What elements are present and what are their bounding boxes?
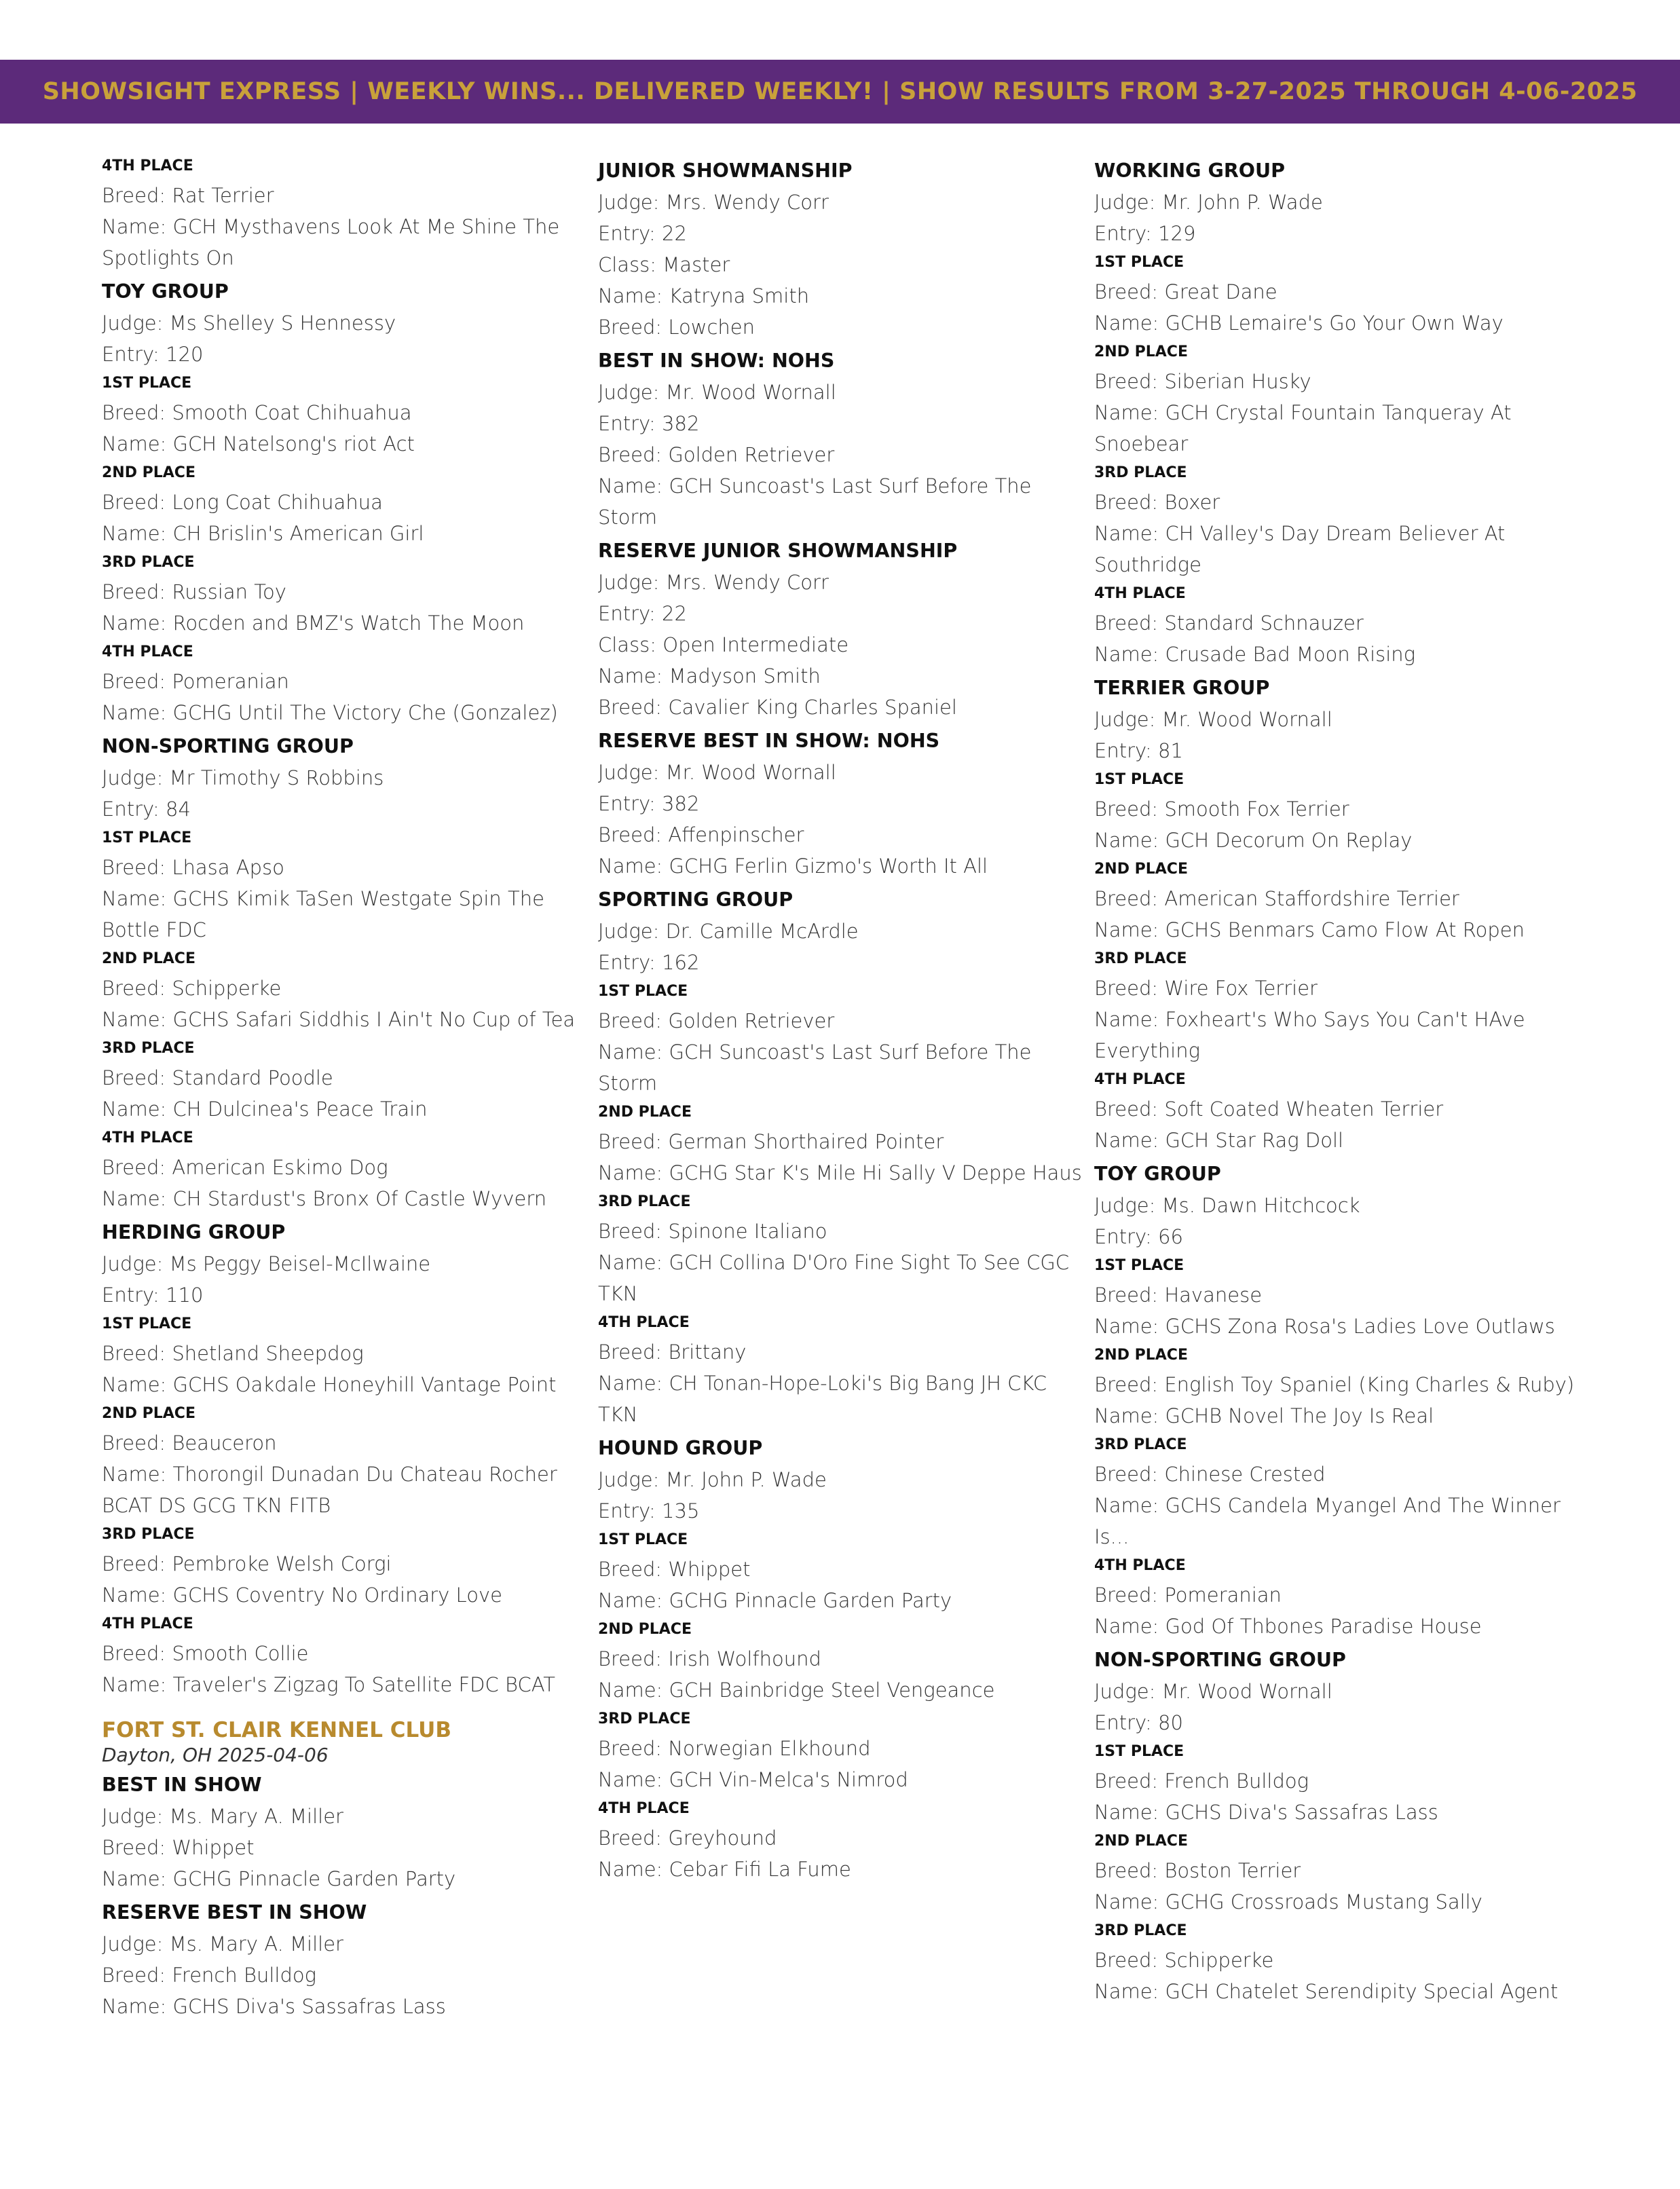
result-line: Name: GCH Decorum On Replay bbox=[1094, 829, 1413, 852]
result-line: Name: GCH Crystal Fountain Tanqueray At Snoebear bbox=[1094, 401, 1512, 455]
result-line: Entry: 81 bbox=[1094, 739, 1183, 762]
result-line: Entry: 66 bbox=[1094, 1225, 1183, 1248]
section-heading: NON-SPORTING GROUP bbox=[1094, 1649, 1346, 1671]
result-line: Entry: 110 bbox=[102, 1284, 204, 1307]
placement-label: 2ND PLACE bbox=[1094, 861, 1188, 878]
placement-label: 3RD PLACE bbox=[1094, 1436, 1187, 1453]
result-line: Breed: Golden Retriever bbox=[598, 443, 835, 466]
section-heading: WORKING GROUP bbox=[1094, 160, 1286, 182]
result-line: Entry: 84 bbox=[102, 798, 191, 821]
placement-label: 3RD PLACE bbox=[1094, 950, 1187, 967]
result-line: Breed: Long Coat Chihuahua bbox=[102, 491, 383, 514]
result-line: Breed: French Bulldog bbox=[102, 1964, 317, 1987]
result-line: Breed: Greyhound bbox=[598, 1827, 777, 1850]
header-banner bbox=[0, 60, 1680, 124]
result-line: Judge: Ms. Dawn Hitchcock bbox=[1094, 1194, 1360, 1217]
result-line: Name: GCH Bainbridge Steel Vengeance bbox=[598, 1679, 995, 1702]
result-line: Name: GCHS Oakdale Honeyhill Vantage Point bbox=[102, 1373, 557, 1396]
result-line: Breed: Siberian Husky bbox=[1094, 370, 1311, 393]
result-line: Name: God Of Thbones Paradise House bbox=[1094, 1615, 1482, 1638]
placement-label: 1ST PLACE bbox=[102, 1315, 192, 1332]
section-heading: BEST IN SHOW bbox=[102, 1774, 262, 1796]
placement-label: 4TH PLACE bbox=[1094, 1071, 1186, 1088]
result-line: Name: Rocden and BMZ's Watch The Moon bbox=[102, 612, 525, 635]
result-line: Breed: Russian Toy bbox=[102, 580, 286, 603]
result-line: Judge: Dr. Camille McArdle bbox=[598, 920, 859, 943]
section-heading: RESERVE BEST IN SHOW bbox=[102, 1901, 367, 1924]
result-line: Judge: Mr. John P. Wade bbox=[598, 1468, 827, 1491]
section-heading: HOUND GROUP bbox=[598, 1437, 763, 1459]
result-line: Breed: Pomeranian bbox=[102, 670, 289, 693]
result-line: Breed: Irish Wolfhound bbox=[598, 1647, 821, 1670]
result-line: Breed: Standard Poodle bbox=[102, 1066, 333, 1089]
result-line: Class: Master bbox=[598, 253, 730, 276]
result-line: Breed: Smooth Fox Terrier bbox=[1094, 798, 1349, 821]
result-line: Class: Open Intermediate bbox=[598, 633, 849, 656]
placement-label: 2ND PLACE bbox=[102, 464, 195, 481]
result-line: Breed: Boxer bbox=[1094, 491, 1220, 514]
show-location-date: Dayton, OH 2025-04-06 bbox=[102, 1744, 329, 1766]
placement-label: 4TH PLACE bbox=[598, 1314, 690, 1331]
result-line: Name: CH Stardust's Bronx Of Castle Wyvern bbox=[102, 1187, 547, 1210]
placement-label: 4TH PLACE bbox=[102, 1129, 193, 1146]
placement-label: 2ND PLACE bbox=[598, 1621, 692, 1638]
result-line: Judge: Mrs. Wendy Corr bbox=[598, 571, 829, 594]
result-line: Breed: Golden Retriever bbox=[598, 1009, 835, 1032]
result-line: Breed: Whippet bbox=[598, 1558, 751, 1581]
result-line: Breed: Whippet bbox=[102, 1836, 255, 1859]
placement-label: 4TH PLACE bbox=[102, 1615, 193, 1632]
placement-label: 3RD PLACE bbox=[102, 1040, 195, 1057]
result-line: Name: CH Brislin's American Girl bbox=[102, 522, 424, 545]
result-line: Breed: Lhasa Apso bbox=[102, 856, 284, 879]
result-line: Name: CH Valley's Day Dream Believer At Southridge bbox=[1094, 522, 1506, 576]
placement-label: 3RD PLACE bbox=[102, 554, 195, 571]
section-heading: RESERVE JUNIOR SHOWMANSHIP bbox=[598, 540, 958, 562]
placement-label: 2ND PLACE bbox=[1094, 1347, 1188, 1364]
placement-label: 3RD PLACE bbox=[102, 1526, 195, 1543]
placement-label: 3RD PLACE bbox=[598, 1710, 691, 1727]
result-line: Breed: American Eskimo Dog bbox=[102, 1156, 388, 1179]
result-line: Name: GCH Collina D'Oro Fine Sight To See CGC TKN bbox=[598, 1251, 1070, 1305]
result-line: Name: Thorongil Dunadan Du Chateau Rocher BCAT DS GCG TKN FITB bbox=[102, 1463, 557, 1517]
results-column-1 bbox=[102, 153, 591, 2022]
result-line: Name: CH Dulcinea's Peace Train bbox=[102, 1098, 428, 1121]
placement-label: 1ST PLACE bbox=[1094, 1743, 1184, 1760]
results-column-3 bbox=[1094, 153, 1583, 2007]
result-line: Name: CH Tonan-Hope-Loki's Big Bang JH CKC TKN bbox=[598, 1372, 1047, 1426]
result-line: Name: GCHS Diva's Sassafras Lass bbox=[102, 1995, 446, 2018]
result-line: Name: GCHS Kimik TaSen Westgate Spin The Bottle FDC bbox=[102, 887, 544, 941]
placement-label: 4TH PLACE bbox=[1094, 1557, 1186, 1574]
result-line: Name: Crusade Bad Moon Rising bbox=[1094, 643, 1416, 666]
placement-label: 2ND PLACE bbox=[102, 1405, 195, 1422]
result-line: Name: Katryna Smith bbox=[598, 284, 810, 307]
result-line: Judge: Ms Shelley S Hennessy bbox=[102, 312, 396, 335]
result-line: Breed: Brittany bbox=[598, 1341, 747, 1364]
result-line: Breed: Pembroke Welsh Corgi bbox=[102, 1552, 392, 1575]
result-line: Breed: Beauceron bbox=[102, 1432, 277, 1455]
result-line: Name: GCHG Ferlin Gizmo's Worth It All bbox=[598, 855, 988, 878]
result-line: Breed: Pomeranian bbox=[1094, 1584, 1282, 1607]
result-line: Entry: 120 bbox=[102, 343, 204, 366]
section-heading: TOY GROUP bbox=[102, 280, 229, 303]
placement-label: 1ST PLACE bbox=[1094, 254, 1184, 271]
placement-label: 2ND PLACE bbox=[102, 950, 195, 967]
result-line: Entry: 382 bbox=[598, 792, 700, 815]
result-line: Entry: 22 bbox=[598, 222, 687, 245]
result-line: Judge: Ms Peggy Beisel-McIlwaine bbox=[102, 1252, 431, 1275]
result-line: Judge: Mr. Wood Wornall bbox=[598, 381, 836, 404]
result-line: Name: GCHS Diva's Sassafras Lass bbox=[1094, 1801, 1438, 1824]
result-line: Breed: Wire Fox Terrier bbox=[1094, 977, 1318, 1000]
result-line: Breed: Cavalier King Charles Spaniel bbox=[598, 696, 957, 719]
result-line: Entry: 22 bbox=[598, 602, 687, 625]
result-line: Breed: Chinese Crested bbox=[1094, 1463, 1326, 1486]
result-line: Name: GCH Mysthavens Look At Me Shine The Spotlights On bbox=[102, 215, 560, 269]
result-line: Breed: Schipperke bbox=[1094, 1949, 1274, 1972]
result-line: Entry: 129 bbox=[1094, 222, 1196, 245]
result-line: Name: GCH Star Rag Doll bbox=[1094, 1129, 1344, 1152]
result-line: Name: GCHG Crossroads Mustang Sally bbox=[1094, 1890, 1482, 1913]
result-line: Breed: Rat Terrier bbox=[102, 184, 274, 207]
result-line: Name: Foxheart's Who Says You Can't HAve Everything bbox=[1094, 1008, 1525, 1062]
section-heading: RESERVE BEST IN SHOW: NOHS bbox=[598, 730, 940, 752]
section-heading: SPORTING GROUP bbox=[598, 888, 794, 911]
section-heading: BEST IN SHOW: NOHS bbox=[598, 350, 835, 372]
result-line: Name: GCHG Pinnacle Garden Party bbox=[598, 1589, 952, 1612]
result-line: Entry: 135 bbox=[598, 1499, 700, 1522]
placement-label: 1ST PLACE bbox=[1094, 771, 1184, 788]
result-line: Name: Madyson Smith bbox=[598, 665, 821, 688]
result-line: Name: GCHB Lemaire's Go Your Own Way bbox=[1094, 312, 1504, 335]
result-line: Name: Traveler's Zigzag To Satellite FDC BCAT bbox=[102, 1673, 556, 1696]
placement-label: 3RD PLACE bbox=[598, 1193, 691, 1210]
kennel-club-name: FORT ST. CLAIR KENNEL CLUB bbox=[102, 1718, 451, 1742]
result-line: Name: GCH Chatelet Serendipity Special Agent bbox=[1094, 1980, 1558, 2003]
result-line: Name: GCHS Zona Rosa's Ladies Love Outlaws bbox=[1094, 1315, 1555, 1338]
placement-label: 4TH PLACE bbox=[598, 1800, 690, 1817]
placement-label: 1ST PLACE bbox=[102, 375, 192, 392]
results-column-2 bbox=[598, 153, 1087, 1885]
placement-label: 3RD PLACE bbox=[1094, 464, 1187, 481]
placement-label: 4TH PLACE bbox=[102, 157, 193, 174]
result-line: Name: GCH Vin-Melca's Nimrod bbox=[598, 1768, 908, 1791]
result-line: Breed: Norwegian Elkhound bbox=[598, 1737, 871, 1760]
result-line: Judge: Mr Timothy S Robbins bbox=[102, 766, 384, 789]
result-line: Name: GCHS Candela Myangel And The Winner Is... bbox=[1094, 1494, 1561, 1548]
placement-label: 4TH PLACE bbox=[102, 643, 193, 660]
result-line: Judge: Mr. John P. Wade bbox=[1094, 191, 1323, 214]
result-line: Breed: Affenpinscher bbox=[598, 823, 804, 846]
result-line: Name: GCHG Pinnacle Garden Party bbox=[102, 1867, 456, 1890]
section-heading: HERDING GROUP bbox=[102, 1221, 286, 1243]
result-line: Name: GCH Suncoast's Last Surf Before The Storm bbox=[598, 1041, 1032, 1095]
placement-label: 4TH PLACE bbox=[1094, 585, 1186, 602]
result-line: Name: Cebar Fifi La Fume bbox=[598, 1858, 851, 1881]
result-line: Judge: Ms. Mary A. Miller bbox=[102, 1805, 343, 1828]
result-line: Breed: Havanese bbox=[1094, 1284, 1263, 1307]
result-line: Name: GCHS Benmars Camo Flow At Ropen bbox=[1094, 918, 1525, 941]
section-heading: NON-SPORTING GROUP bbox=[102, 735, 354, 757]
result-line: Breed: Great Dane bbox=[1094, 280, 1277, 303]
result-line: Name: GCHS Safari Siddhis I Ain't No Cup of Tea bbox=[102, 1008, 576, 1031]
result-line: Name: GCH Natelsong's riot Act bbox=[102, 432, 415, 455]
result-line: Breed: Schipperke bbox=[102, 977, 282, 1000]
result-line: Breed: Standard Schnauzer bbox=[1094, 612, 1364, 635]
placement-label: 2ND PLACE bbox=[1094, 1833, 1188, 1850]
placement-label: 1ST PLACE bbox=[598, 1531, 688, 1548]
placement-label: 2ND PLACE bbox=[598, 1104, 692, 1121]
result-line: Breed: Soft Coated Wheaten Terrier bbox=[1094, 1098, 1444, 1121]
result-line: Breed: Shetland Sheepdog bbox=[102, 1342, 364, 1365]
result-line: Breed: Smooth Collie bbox=[102, 1642, 309, 1665]
section-heading: JUNIOR SHOWMANSHIP bbox=[598, 160, 853, 182]
result-line: Breed: English Toy Spaniel (King Charles & Ruby) bbox=[1094, 1373, 1575, 1396]
result-line: Name: GCHG Star K's Mile Hi Sally V Deppe Haus bbox=[598, 1161, 1082, 1184]
result-line: Entry: 162 bbox=[598, 951, 700, 974]
placement-label: 1ST PLACE bbox=[1094, 1257, 1184, 1274]
placement-label: 1ST PLACE bbox=[598, 983, 688, 1000]
section-heading: TERRIER GROUP bbox=[1094, 677, 1270, 699]
result-line: Breed: German Shorthaired Pointer bbox=[598, 1130, 944, 1153]
placement-label: 3RD PLACE bbox=[1094, 1922, 1187, 1939]
result-line: Breed: Lowchen bbox=[598, 316, 755, 339]
banner-title: SHOWSIGHT EXPRESS | WEEKLY WINS... DELIVERED WEEKLY! | SHOW RESULTS FROM 3-27-2025 THROUGH 4-06-2025 bbox=[42, 78, 1638, 105]
result-line: Name: GCH Suncoast's Last Surf Before The Storm bbox=[598, 474, 1032, 529]
result-line: Judge: Mr. Wood Wornall bbox=[598, 761, 836, 784]
result-line: Entry: 80 bbox=[1094, 1711, 1183, 1734]
result-line: Judge: Mr. Wood Wornall bbox=[1094, 708, 1332, 731]
placement-label: 2ND PLACE bbox=[1094, 343, 1188, 360]
result-line: Entry: 382 bbox=[598, 412, 700, 435]
result-line: Breed: Smooth Coat Chihuahua bbox=[102, 401, 412, 424]
result-line: Breed: American Staffordshire Terrier bbox=[1094, 887, 1459, 910]
result-line: Judge: Ms. Mary A. Miller bbox=[102, 1932, 343, 1956]
result-line: Name: GCHB Novel The Joy Is Real bbox=[1094, 1404, 1434, 1427]
result-line: Breed: Spinone Italiano bbox=[598, 1220, 827, 1243]
result-line: Breed: Boston Terrier bbox=[1094, 1859, 1301, 1882]
result-line: Judge: Mrs. Wendy Corr bbox=[598, 191, 829, 214]
section-heading: TOY GROUP bbox=[1094, 1163, 1221, 1185]
result-line: Name: GCHG Until The Victory Che (Gonzalez) bbox=[102, 701, 558, 724]
placement-label: 1ST PLACE bbox=[102, 829, 192, 846]
result-line: Judge: Mr. Wood Wornall bbox=[1094, 1680, 1332, 1703]
result-line: Breed: French Bulldog bbox=[1094, 1770, 1309, 1793]
result-line: Name: GCHS Coventry No Ordinary Love bbox=[102, 1584, 502, 1607]
